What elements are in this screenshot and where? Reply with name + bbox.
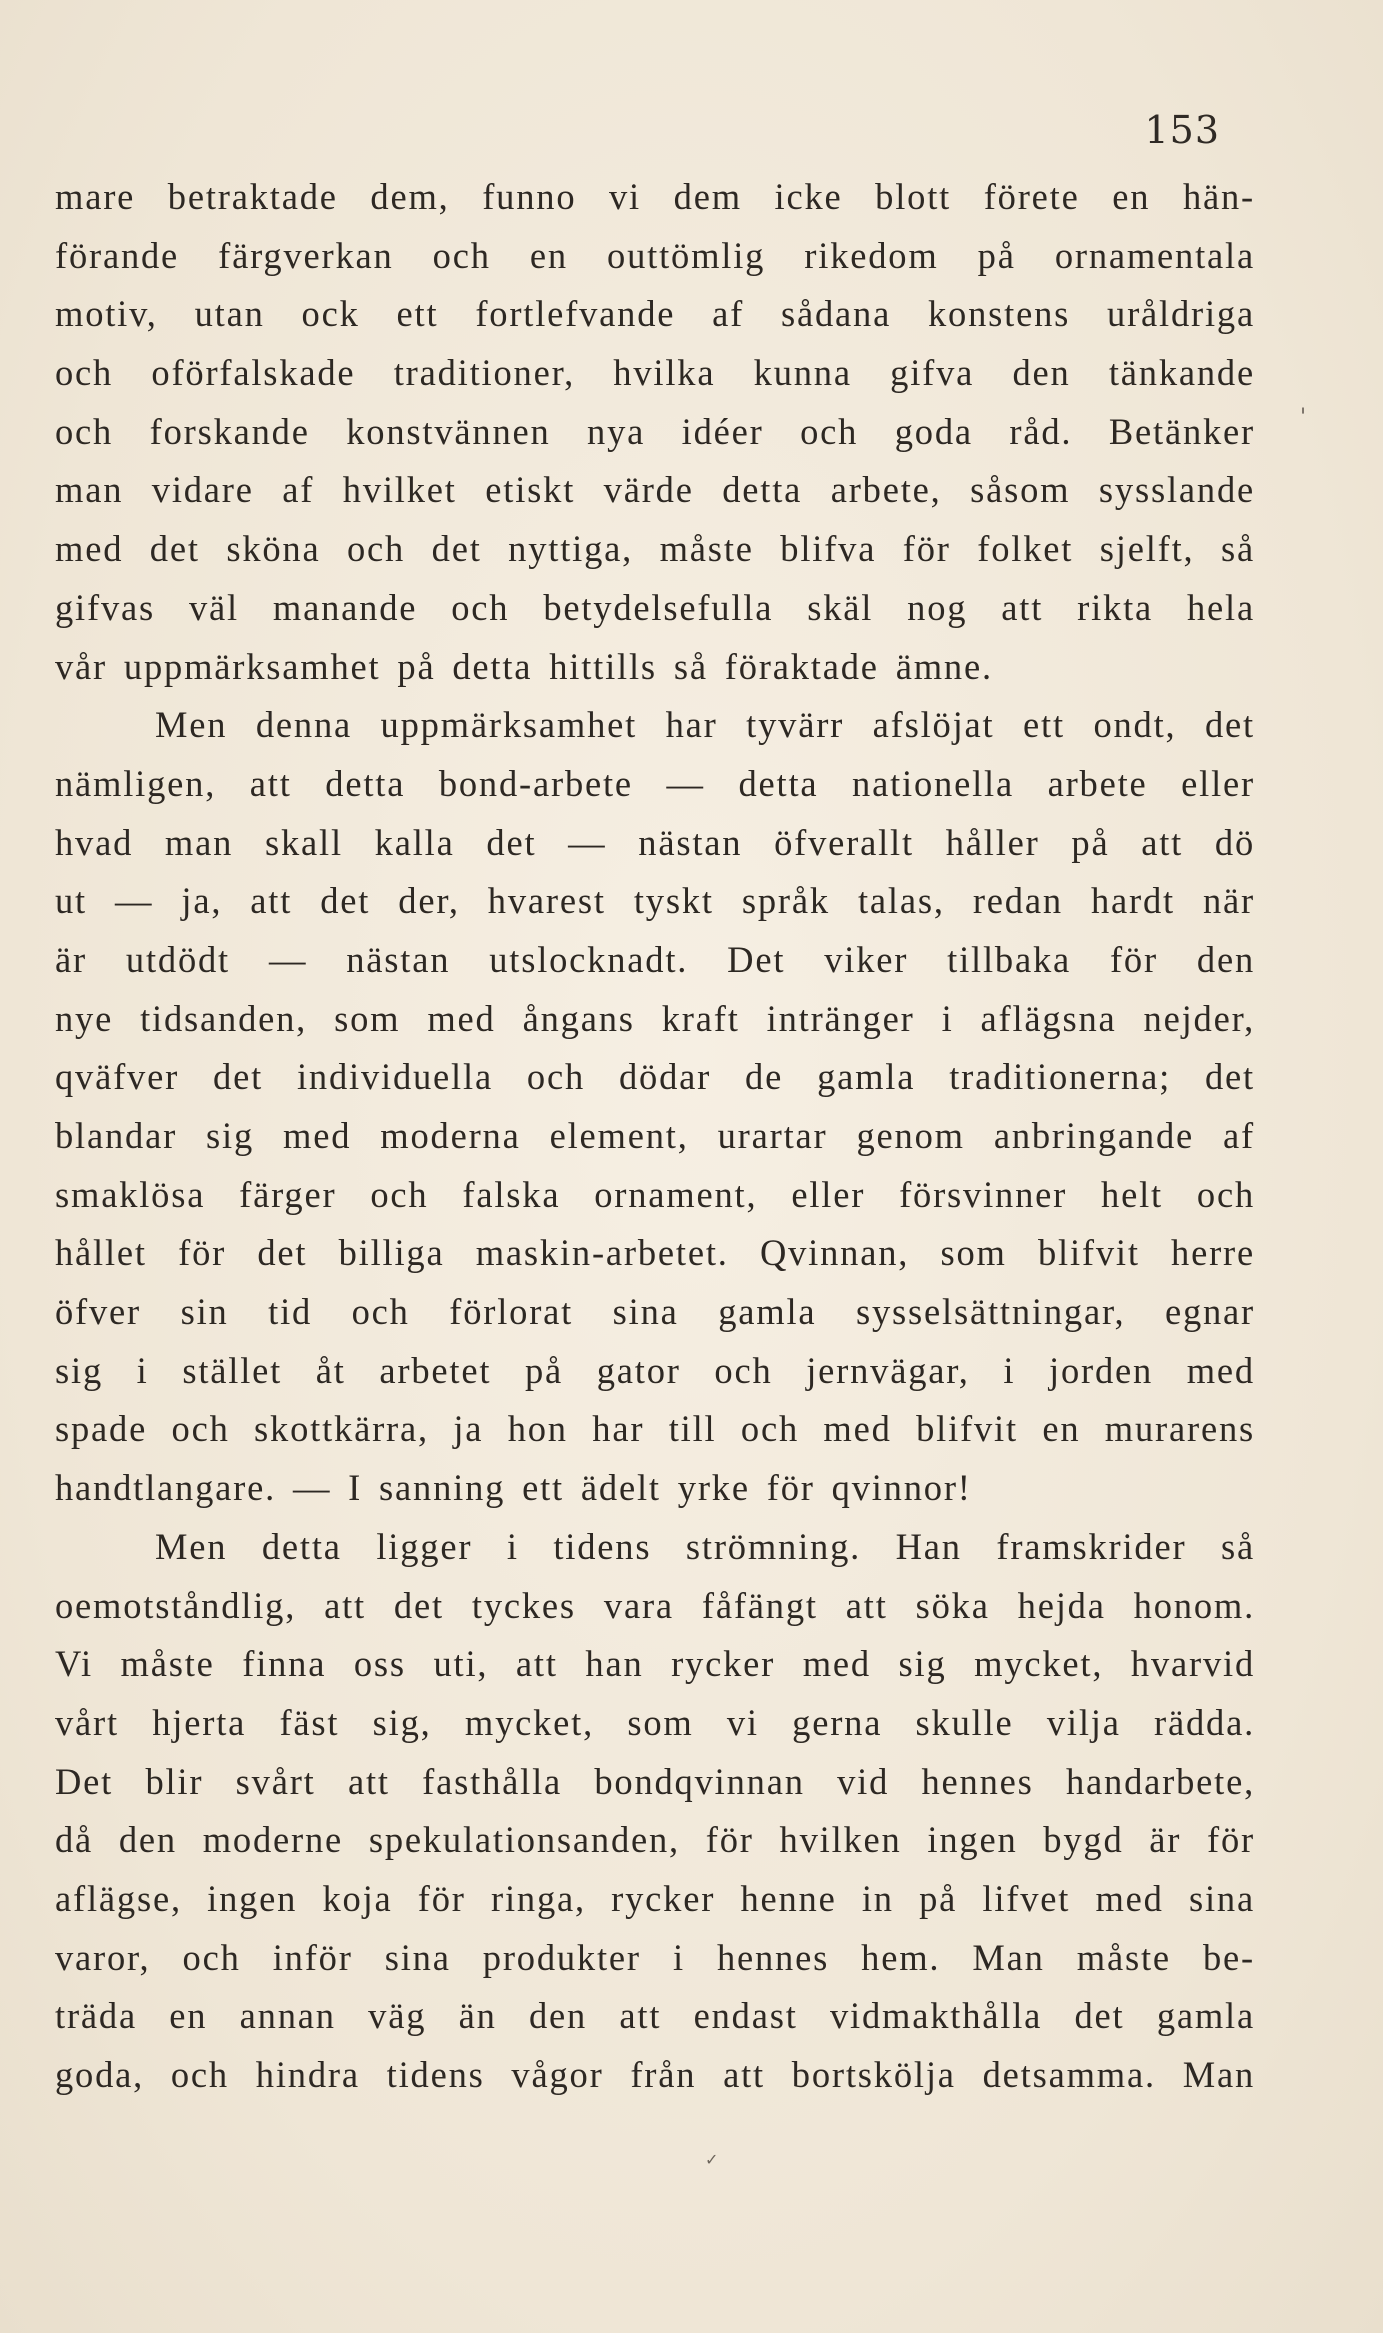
text-line: mare betraktade dem, funno vi dem icke blott förete en hän- bbox=[55, 176, 1255, 217]
text-line: förande färgverkan och en outtömlig rikedom på ornamentala bbox=[55, 234, 1255, 276]
text-line: handtlangare. — I sanning ett ädelt yrke för qvinnor! bbox=[55, 1467, 972, 1509]
text-line: gifvas väl manande och betydelsefulla skäl nog att rikta hela bbox=[55, 586, 1255, 628]
text-line: blandar sig med moderna element, urartar genom anbringande af bbox=[55, 1115, 1255, 1156]
text-line: motiv, utan ock ett fortlefvande af sådana konstens uråldriga bbox=[55, 293, 1255, 335]
text-line: oemotståndlig, att det tyckes vara fåfängt att söka hejda honom. bbox=[55, 1584, 1255, 1626]
text-line: smaklösa färger och falska ornament, eller försvinner helt och bbox=[55, 1173, 1255, 1215]
text-line: träda en annan väg än den att endast vidmakthålla det gamla bbox=[55, 1995, 1255, 2037]
text-line: då den moderne spekulationsanden, för hvilken ingen bygd är för bbox=[55, 1819, 1255, 1861]
text-line: man vidare af hvilket etiskt värde detta arbete, såsom sysslande bbox=[55, 469, 1255, 511]
text-line: spade och skottkärra, ja hon har till och med blifvit en murarens bbox=[55, 1408, 1255, 1450]
text-line: öfver sin tid och förlorat sina gamla sysselsättningar, egnar bbox=[55, 1291, 1255, 1333]
text-line: Vi måste finna oss uti, att han rycker med sig mycket, hvarvid bbox=[55, 1643, 1255, 1685]
text-line: nye tidsanden, som med ångans kraft intränger i aflägsna nejder, bbox=[55, 997, 1255, 1039]
text-line: vår uppmärksamhet på detta hittills så föraktade ämne. bbox=[55, 645, 993, 687]
text-line: hvad man skall kalla det — nästan öfverallt håller på att dö bbox=[55, 821, 1255, 863]
text-line: aflägse, ingen koja för ringa, rycker henne in på lifvet med sina bbox=[55, 1877, 1255, 1919]
paper-speck: ✓ bbox=[705, 2150, 719, 2169]
text-line: och oförfalskade traditioner, hvilka kunna gifva den tänkande bbox=[55, 352, 1255, 394]
text-line: Det blir svårt att fasthålla bondqvinnan vid hennes handarbete, bbox=[55, 1760, 1255, 1802]
text-line: sig i stället åt arbetet på gator och jernvägar, i jorden med bbox=[55, 1349, 1255, 1391]
text-line: Men detta ligger i tidens strömning. Han framskrider så bbox=[155, 1525, 1255, 1567]
text-line: och forskande konstvännen nya idéer och goda råd. Betänker bbox=[55, 410, 1255, 452]
text-line: ut — ja, att det der, hvarest tyskt språk talas, redan hardt när bbox=[55, 880, 1255, 922]
text-line: vårt hjerta fäst sig, mycket, som vi gerna skulle vilja rädda. bbox=[55, 1701, 1255, 1743]
text-line: goda, och hindra tidens vågor från att bortskölja detsamma. Man bbox=[55, 2054, 1255, 2095]
body-text bbox=[55, 168, 1255, 2105]
text-line: varor, och inför sina produkter i hennes hem. Man måste be- bbox=[55, 1936, 1255, 1978]
text-line: med det sköna och det nyttiga, måste blifva för folket sjelft, så bbox=[55, 528, 1255, 570]
text-line: qväfver det individuella och dödar de gamla traditionerna; det bbox=[55, 1056, 1255, 1098]
text-line: nämligen, att detta bond-arbete — detta nationella arbete eller bbox=[55, 762, 1255, 804]
text-line: hållet för det billiga maskin-arbetet. Qvinnan, som blifvit herre bbox=[55, 1232, 1255, 1274]
margin-speck: ' bbox=[1300, 405, 1307, 430]
text-line: Men denna uppmärksamhet har tyvärr afslöjat ett ondt, det bbox=[155, 704, 1255, 746]
text-line: är utdödt — nästan utslocknadt. Det viker tillbaka för den bbox=[55, 938, 1255, 980]
page-number: 153 bbox=[1144, 108, 1220, 152]
